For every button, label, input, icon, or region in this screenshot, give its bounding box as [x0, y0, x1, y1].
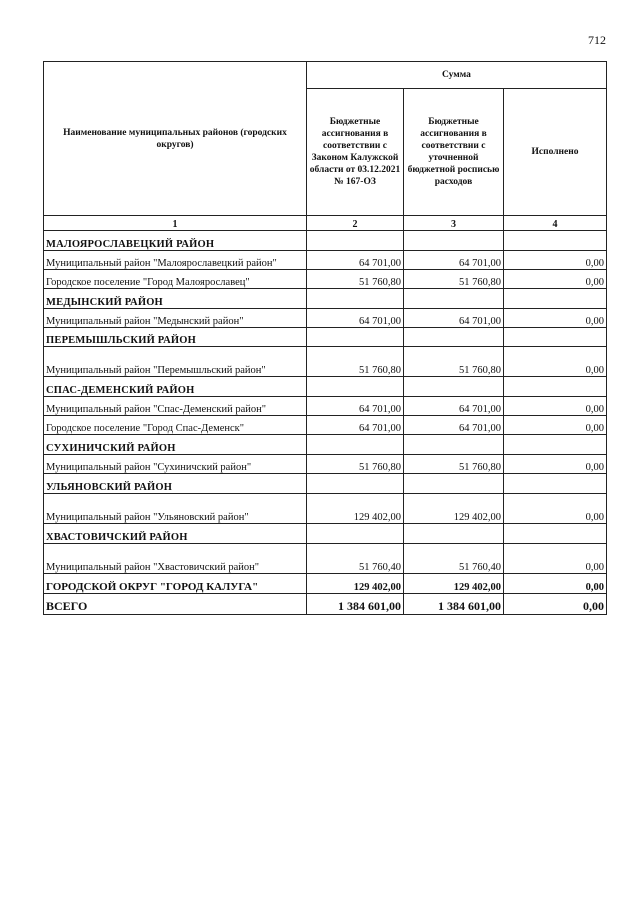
amount-executed: 0,00	[504, 494, 607, 524]
amount-refined: 51 760,80	[404, 270, 504, 289]
amount-law: 51 760,80	[307, 455, 404, 474]
header-name-column: Наименование муниципальных районов (городских округов)	[44, 62, 307, 216]
amount-law: 64 701,00	[307, 397, 404, 416]
row-name: Муниципальный район "Малоярославецкий район"	[44, 251, 307, 270]
row-name: Муниципальный район "Хвастовичский район"	[44, 544, 307, 574]
table-row	[44, 544, 607, 574]
district-row	[44, 474, 607, 494]
district-row	[44, 524, 607, 544]
amount-executed: 0,00	[504, 397, 607, 416]
empty-cell	[307, 231, 404, 251]
table-row	[44, 397, 607, 416]
empty-cell	[307, 328, 404, 347]
district-row	[44, 435, 607, 455]
district-name: ХВАСТОВИЧСКИЙ РАЙОН	[44, 524, 307, 544]
amount-law: 51 760,80	[307, 347, 404, 377]
city-district-row	[44, 574, 607, 594]
table-row	[44, 309, 607, 328]
empty-cell	[504, 524, 607, 544]
amount-law: 129 402,00	[307, 574, 404, 594]
table-body	[44, 231, 607, 615]
table-row	[44, 494, 607, 524]
table-row	[44, 251, 607, 270]
header-col-refined: Бюджетные ассигнования в соответствии с уточненной бюджетной росписью расходов	[404, 89, 504, 216]
row-name: Муниципальный район "Сухиничский район"	[44, 455, 307, 474]
table-row	[44, 455, 607, 474]
table-row	[44, 270, 607, 289]
empty-cell	[404, 377, 504, 397]
amount-executed: 0,00	[504, 251, 607, 270]
amount-refined: 64 701,00	[404, 309, 504, 328]
district-name: УЛЬЯНОВСКИЙ РАЙОН	[44, 474, 307, 494]
amount-refined: 51 760,80	[404, 455, 504, 474]
amount-law: 64 701,00	[307, 309, 404, 328]
amount-law: 129 402,00	[307, 494, 404, 524]
amount-executed: 0,00	[504, 594, 607, 615]
empty-cell	[307, 474, 404, 494]
district-row	[44, 377, 607, 397]
district-name: МЕДЫНСКИЙ РАЙОН	[44, 289, 307, 309]
amount-refined: 51 760,40	[404, 544, 504, 574]
amount-law: 51 760,80	[307, 270, 404, 289]
amount-executed: 0,00	[504, 455, 607, 474]
row-name: Муниципальный район "Медынский район"	[44, 309, 307, 328]
district-row	[44, 231, 607, 251]
row-name: Городское поселение "Город Спас-Деменск"	[44, 416, 307, 435]
empty-cell	[504, 289, 607, 309]
table-row	[44, 347, 607, 377]
table-row	[44, 416, 607, 435]
row-name: Городское поселение "Город Малоярославец"	[44, 270, 307, 289]
total-row	[44, 594, 607, 615]
row-name: Муниципальный район "Спас-Деменский район"	[44, 397, 307, 416]
amount-refined: 129 402,00	[404, 494, 504, 524]
district-row	[44, 328, 607, 347]
amount-refined: 64 701,00	[404, 397, 504, 416]
budget-table	[43, 61, 607, 615]
empty-cell	[504, 328, 607, 347]
empty-cell	[307, 524, 404, 544]
header-col-executed: Исполнено	[504, 89, 607, 216]
district-name: МАЛОЯРОСЛАВЕЦКИЙ РАЙОН	[44, 231, 307, 251]
amount-refined: 51 760,80	[404, 347, 504, 377]
amount-executed: 0,00	[504, 347, 607, 377]
empty-cell	[404, 328, 504, 347]
amount-refined: 129 402,00	[404, 574, 504, 594]
empty-cell	[307, 289, 404, 309]
empty-cell	[404, 474, 504, 494]
amount-executed: 0,00	[504, 544, 607, 574]
district-row	[44, 289, 607, 309]
page-number: 712	[588, 33, 606, 47]
row-name: Муниципальный район "Перемышльский район"	[44, 347, 307, 377]
row-name: ВСЕГО	[44, 594, 307, 615]
header-num-1: 1	[44, 216, 307, 231]
amount-law: 1 384 601,00	[307, 594, 404, 615]
amount-law: 64 701,00	[307, 251, 404, 270]
header-num-3: 3	[404, 216, 504, 231]
empty-cell	[307, 435, 404, 455]
empty-cell	[504, 474, 607, 494]
row-name: Муниципальный район "Ульяновский район"	[44, 494, 307, 524]
empty-cell	[404, 289, 504, 309]
header-num-4: 4	[504, 216, 607, 231]
empty-cell	[504, 435, 607, 455]
header-col-law: Бюджетные ассигнования в соответствии с Законом Калужской области от 03.12.2021 № 167-ОЗ	[307, 89, 404, 216]
header-sum-group: Сумма	[307, 62, 607, 89]
amount-executed: 0,00	[504, 270, 607, 289]
district-name: СПАС-ДЕМЕНСКИЙ РАЙОН	[44, 377, 307, 397]
header-num-2: 2	[307, 216, 404, 231]
district-name: ПЕРЕМЫШЛЬСКИЙ РАЙОН	[44, 328, 307, 347]
empty-cell	[504, 377, 607, 397]
amount-refined: 64 701,00	[404, 416, 504, 435]
empty-cell	[404, 524, 504, 544]
row-name: ГОРОДСКОЙ ОКРУГ "ГОРОД КАЛУГА"	[44, 574, 307, 594]
amount-law: 51 760,40	[307, 544, 404, 574]
empty-cell	[404, 435, 504, 455]
empty-cell	[404, 231, 504, 251]
district-name: СУХИНИЧСКИЙ РАЙОН	[44, 435, 307, 455]
empty-cell	[504, 231, 607, 251]
amount-refined: 64 701,00	[404, 251, 504, 270]
amount-executed: 0,00	[504, 416, 607, 435]
amount-law: 64 701,00	[307, 416, 404, 435]
amount-executed: 0,00	[504, 574, 607, 594]
empty-cell	[307, 377, 404, 397]
amount-executed: 0,00	[504, 309, 607, 328]
amount-refined: 1 384 601,00	[404, 594, 504, 615]
